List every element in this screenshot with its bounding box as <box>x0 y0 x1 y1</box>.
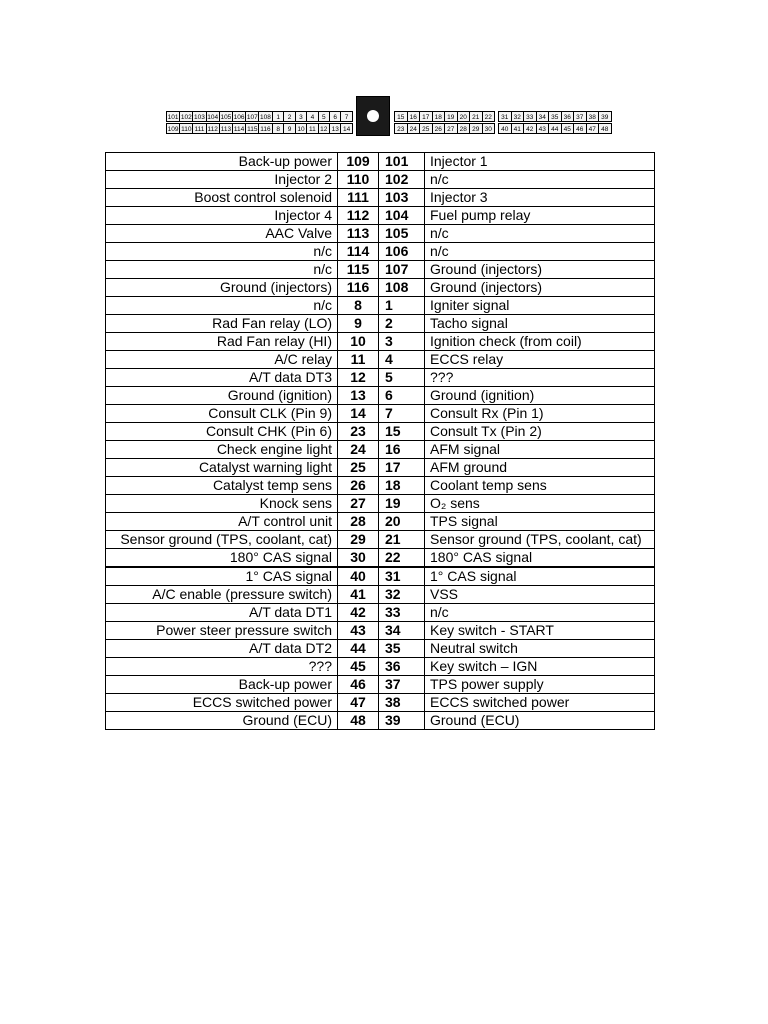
pin-number-b: 37 <box>379 676 425 694</box>
connector-pin: 103 <box>192 111 206 122</box>
connector-pin: 11 <box>306 123 318 134</box>
connector-key-block <box>356 96 390 136</box>
table-row <box>106 153 655 171</box>
pin-number-b: 102 <box>379 171 425 189</box>
pin-function-left: Power steer pressure switch <box>106 622 338 640</box>
pin-number-a: 43 <box>338 622 379 640</box>
pin-number-a: 47 <box>338 694 379 712</box>
pin-function-left: Ground (ignition) <box>106 387 338 405</box>
table-row <box>106 297 655 315</box>
connector-pin: 31 <box>498 111 512 122</box>
connector-pin: 1 <box>272 111 284 122</box>
connector-key-hole <box>367 110 379 122</box>
table-row <box>106 387 655 405</box>
connector-pin: 3 <box>295 111 307 122</box>
pin-function-left: Rad Fan relay (HI) <box>106 333 338 351</box>
connector-pin: 21 <box>469 111 483 122</box>
pin-function-left: Injector 4 <box>106 207 338 225</box>
connector-pin: 22 <box>482 111 496 122</box>
pin-number-a: 30 <box>338 549 379 568</box>
pin-number-a: 116 <box>338 279 379 297</box>
pin-function-left: A/C enable (pressure switch) <box>106 586 338 604</box>
pin-number-a: 26 <box>338 477 379 495</box>
table-row <box>106 207 655 225</box>
pin-number-b: 32 <box>379 586 425 604</box>
pin-number-a: 10 <box>338 333 379 351</box>
connector-pin: 17 <box>419 111 433 122</box>
pin-number-b: 4 <box>379 351 425 369</box>
pin-function-right: O₂ sens <box>425 495 655 513</box>
pin-function-right: Fuel pump relay <box>425 207 655 225</box>
connector-pin: 41 <box>511 123 525 134</box>
pin-number-a: 9 <box>338 315 379 333</box>
pin-function-left: Catalyst warning light <box>106 459 338 477</box>
connector-pin: 26 <box>432 123 446 134</box>
table-row <box>106 225 655 243</box>
connector-pin: 114 <box>232 123 246 134</box>
connector-pin: 101 <box>166 111 180 122</box>
pin-function-left: n/c <box>106 297 338 315</box>
connector-pin: 40 <box>498 123 512 134</box>
connector-pin: 12 <box>318 123 330 134</box>
table-row <box>106 477 655 495</box>
pin-function-right: n/c <box>425 225 655 243</box>
table-row <box>106 171 655 189</box>
table-row <box>106 604 655 622</box>
pin-function-left: n/c <box>106 261 338 279</box>
pin-function-left: A/T data DT1 <box>106 604 338 622</box>
pin-function-right: Neutral switch <box>425 640 655 658</box>
pin-number-b: 105 <box>379 225 425 243</box>
table-row <box>106 441 655 459</box>
pin-function-left: Back-up power <box>106 676 338 694</box>
table-row <box>106 405 655 423</box>
pin-number-b: 101 <box>379 153 425 171</box>
connector-pin: 44 <box>548 123 562 134</box>
connector-pin: 4 <box>306 111 318 122</box>
connector-pin: 13 <box>329 123 341 134</box>
pin-number-b: 108 <box>379 279 425 297</box>
table-row <box>106 351 655 369</box>
pin-function-left: Rad Fan relay (LO) <box>106 315 338 333</box>
pin-function-right: Ignition check (from coil) <box>425 333 655 351</box>
pin-number-b: 35 <box>379 640 425 658</box>
connector-pin: 10 <box>295 123 307 134</box>
table-row <box>106 333 655 351</box>
pin-number-b: 19 <box>379 495 425 513</box>
pin-number-a: 44 <box>338 640 379 658</box>
table-row <box>106 261 655 279</box>
pin-number-a: 45 <box>338 658 379 676</box>
connector-pin: 115 <box>245 123 259 134</box>
pin-number-a: 42 <box>338 604 379 622</box>
pin-function-right: ??? <box>425 369 655 387</box>
connector-pin: 9 <box>283 123 295 134</box>
table-row <box>106 676 655 694</box>
connector-pin: 24 <box>407 123 421 134</box>
connector-pin: 20 <box>457 111 471 122</box>
pinout-table-body <box>106 153 655 730</box>
pin-function-right: n/c <box>425 604 655 622</box>
pin-function-left: Ground (injectors) <box>106 279 338 297</box>
connector-pin: 34 <box>536 111 550 122</box>
pin-number-a: 114 <box>338 243 379 261</box>
pin-number-a: 8 <box>338 297 379 315</box>
pin-number-b: 21 <box>379 531 425 549</box>
pin-function-left: 1° CAS signal <box>106 567 338 586</box>
table-row <box>106 189 655 207</box>
connector-pin: 42 <box>523 123 537 134</box>
pin-function-right: Consult Rx (Pin 1) <box>425 405 655 423</box>
connector-pin: 18 <box>432 111 446 122</box>
pin-number-b: 18 <box>379 477 425 495</box>
pin-function-right: AFM signal <box>425 441 655 459</box>
table-row <box>106 495 655 513</box>
pin-number-a: 14 <box>338 405 379 423</box>
table-row <box>106 640 655 658</box>
pin-function-left: Back-up power <box>106 153 338 171</box>
pin-function-right: Ground (ignition) <box>425 387 655 405</box>
pin-number-a: 13 <box>338 387 379 405</box>
pin-number-b: 2 <box>379 315 425 333</box>
pin-function-right: ECCS switched power <box>425 694 655 712</box>
connector-pin: 109 <box>166 123 180 134</box>
pin-number-b: 106 <box>379 243 425 261</box>
pin-number-a: 46 <box>338 676 379 694</box>
pin-function-right: Coolant temp sens <box>425 477 655 495</box>
pin-number-a: 111 <box>338 189 379 207</box>
connector-pin: 105 <box>219 111 233 122</box>
pin-function-right: ECCS relay <box>425 351 655 369</box>
connector-pin: 48 <box>598 123 612 134</box>
pin-number-b: 15 <box>379 423 425 441</box>
pin-number-b: 6 <box>379 387 425 405</box>
pin-function-right: Consult Tx (Pin 2) <box>425 423 655 441</box>
connector-pin: 45 <box>561 123 575 134</box>
pin-function-left: 180° CAS signal <box>106 549 338 568</box>
pin-number-b: 103 <box>379 189 425 207</box>
pin-number-b: 104 <box>379 207 425 225</box>
pin-function-right: AFM ground <box>425 459 655 477</box>
pin-function-left: AAC Valve <box>106 225 338 243</box>
pin-function-right: Key switch – IGN <box>425 658 655 676</box>
pin-number-b: 1 <box>379 297 425 315</box>
pin-function-right: Ground (ECU) <box>425 712 655 730</box>
pin-number-b: 34 <box>379 622 425 640</box>
pin-number-a: 28 <box>338 513 379 531</box>
table-row <box>106 423 655 441</box>
pin-number-b: 36 <box>379 658 425 676</box>
pin-function-left: ??? <box>106 658 338 676</box>
connector-pin: 38 <box>586 111 600 122</box>
connector-pin: 106 <box>232 111 246 122</box>
connector-pin: 23 <box>394 123 408 134</box>
pin-function-right: Ground (injectors) <box>425 261 655 279</box>
pin-function-left: ECCS switched power <box>106 694 338 712</box>
pin-number-b: 107 <box>379 261 425 279</box>
connector-pin-diagram <box>166 96 610 138</box>
pin-number-b: 39 <box>379 712 425 730</box>
connector-pin: 29 <box>469 123 483 134</box>
pin-number-b: 22 <box>379 549 425 568</box>
table-row <box>106 586 655 604</box>
connector-pin: 16 <box>407 111 421 122</box>
connector-pin: 116 <box>258 123 272 134</box>
pin-function-left: Injector 2 <box>106 171 338 189</box>
pin-number-a: 12 <box>338 369 379 387</box>
pin-function-left: Check engine light <box>106 441 338 459</box>
pin-function-right: VSS <box>425 586 655 604</box>
pin-number-a: 11 <box>338 351 379 369</box>
pin-number-b: 31 <box>379 567 425 586</box>
pin-number-a: 27 <box>338 495 379 513</box>
table-row <box>106 567 655 586</box>
pin-function-right: 1° CAS signal <box>425 567 655 586</box>
table-row <box>106 243 655 261</box>
connector-pin: 8 <box>272 123 284 134</box>
pin-function-right: Sensor ground (TPS, coolant, cat) <box>425 531 655 549</box>
table-row <box>106 531 655 549</box>
pin-function-left: Consult CLK (Pin 9) <box>106 405 338 423</box>
table-row <box>106 694 655 712</box>
pin-function-right: TPS signal <box>425 513 655 531</box>
pin-function-left: A/T control unit <box>106 513 338 531</box>
pin-function-right: n/c <box>425 171 655 189</box>
connector-pin: 46 <box>573 123 587 134</box>
pin-number-a: 112 <box>338 207 379 225</box>
connector-pin: 5 <box>318 111 330 122</box>
pin-function-left: Ground (ECU) <box>106 712 338 730</box>
connector-pin: 43 <box>536 123 550 134</box>
pinout-table <box>105 152 655 730</box>
connector-pin: 104 <box>206 111 220 122</box>
pin-number-b: 33 <box>379 604 425 622</box>
pin-function-left: A/C relay <box>106 351 338 369</box>
table-row <box>106 712 655 730</box>
connector-pin: 33 <box>523 111 537 122</box>
pin-function-right: n/c <box>425 243 655 261</box>
connector-pin: 7 <box>340 111 352 122</box>
pin-number-a: 41 <box>338 586 379 604</box>
connector-pin: 27 <box>444 123 458 134</box>
pin-function-left: Sensor ground (TPS, coolant, cat) <box>106 531 338 549</box>
pin-function-right: Injector 3 <box>425 189 655 207</box>
pin-number-b: 7 <box>379 405 425 423</box>
connector-pin: 28 <box>457 123 471 134</box>
pin-number-a: 23 <box>338 423 379 441</box>
pin-number-a: 48 <box>338 712 379 730</box>
pin-number-a: 113 <box>338 225 379 243</box>
connector-pin: 15 <box>394 111 408 122</box>
pin-function-left: Boost control solenoid <box>106 189 338 207</box>
pin-function-right: Tacho signal <box>425 315 655 333</box>
pin-number-a: 109 <box>338 153 379 171</box>
pin-function-left: A/T data DT3 <box>106 369 338 387</box>
connector-pin: 112 <box>206 123 220 134</box>
connector-pin: 102 <box>179 111 193 122</box>
connector-pin: 39 <box>598 111 612 122</box>
pin-number-a: 115 <box>338 261 379 279</box>
pin-function-right: Injector 1 <box>425 153 655 171</box>
connector-pin: 36 <box>561 111 575 122</box>
pin-function-right: Key switch - START <box>425 622 655 640</box>
connector-pin: 110 <box>179 123 193 134</box>
connector-pin: 32 <box>511 111 525 122</box>
pin-number-b: 38 <box>379 694 425 712</box>
table-row <box>106 658 655 676</box>
table-row <box>106 513 655 531</box>
pin-function-right: Igniter signal <box>425 297 655 315</box>
connector-pin: 37 <box>573 111 587 122</box>
pin-number-a: 40 <box>338 567 379 586</box>
pin-number-b: 17 <box>379 459 425 477</box>
pin-function-left: A/T data DT2 <box>106 640 338 658</box>
pin-function-left: Consult CHK (Pin 6) <box>106 423 338 441</box>
connector-pin: 2 <box>283 111 295 122</box>
table-row <box>106 622 655 640</box>
connector-pin: 35 <box>548 111 562 122</box>
pin-number-b: 5 <box>379 369 425 387</box>
table-row <box>106 549 655 568</box>
connector-pin: 107 <box>245 111 259 122</box>
pin-number-a: 110 <box>338 171 379 189</box>
pin-function-right: TPS power supply <box>425 676 655 694</box>
pin-function-right: Ground (injectors) <box>425 279 655 297</box>
pin-number-b: 3 <box>379 333 425 351</box>
connector-pin: 6 <box>329 111 341 122</box>
pin-function-left: Knock sens <box>106 495 338 513</box>
table-row <box>106 279 655 297</box>
connector-pin: 14 <box>340 123 352 134</box>
connector-pin: 25 <box>419 123 433 134</box>
connector-pin: 47 <box>586 123 600 134</box>
connector-pin: 113 <box>219 123 233 134</box>
connector-pin: 111 <box>192 123 206 134</box>
table-row <box>106 315 655 333</box>
pin-function-left: Catalyst temp sens <box>106 477 338 495</box>
pin-number-a: 25 <box>338 459 379 477</box>
pin-number-b: 20 <box>379 513 425 531</box>
connector-pin: 19 <box>444 111 458 122</box>
connector-pin: 30 <box>482 123 496 134</box>
table-row <box>106 459 655 477</box>
pin-number-b: 16 <box>379 441 425 459</box>
connector-pin: 108 <box>258 111 272 122</box>
pin-number-a: 24 <box>338 441 379 459</box>
pin-function-right: 180° CAS signal <box>425 549 655 568</box>
table-row <box>106 369 655 387</box>
pin-function-left: n/c <box>106 243 338 261</box>
pin-number-a: 29 <box>338 531 379 549</box>
